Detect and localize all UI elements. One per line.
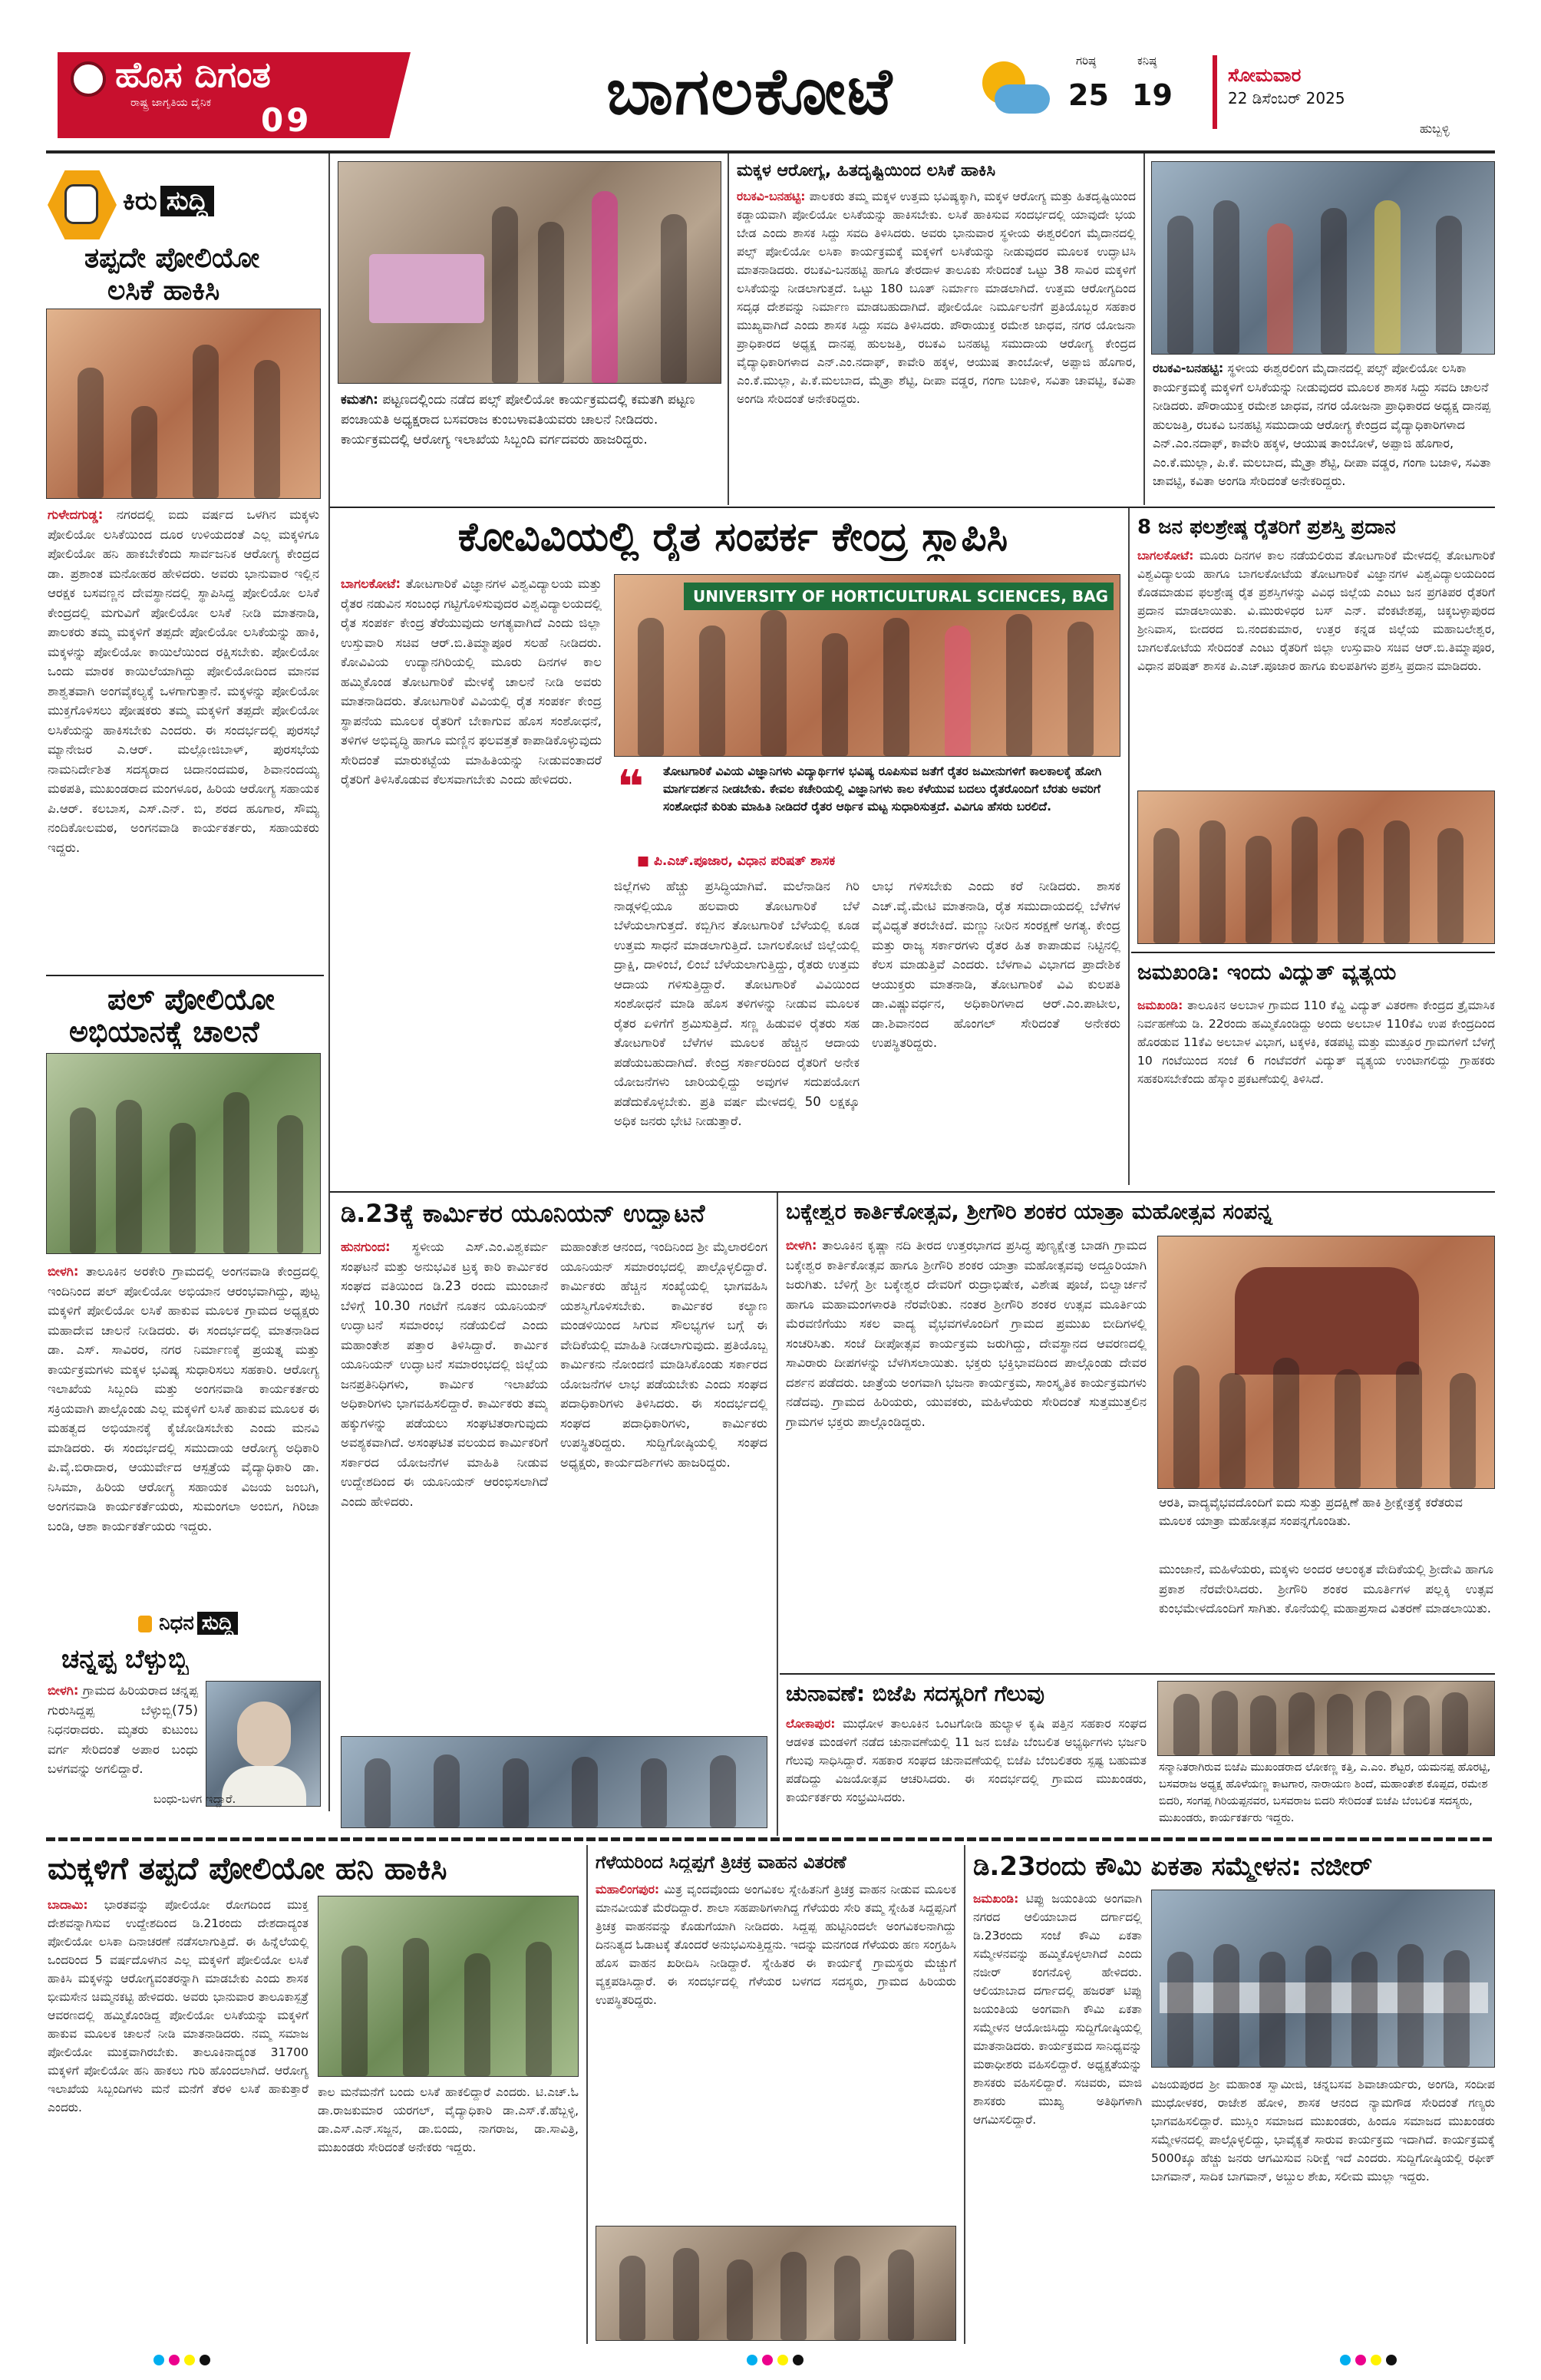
quote-mark-icon: ❝	[617, 761, 645, 814]
jamakhandi-body	[1137, 996, 1495, 1185]
kiru-dateline: ಗುಳೇದಗುಡ್ಡ:	[48, 507, 104, 522]
rabakavi-caption-text: ಸ್ಥಳೀಯ ಈಶ್ವರಲಿಂಗ ಮೈದಾನದಲ್ಲಿ ಪಲ್ಸ್ ಪೋಲಿಯೋ ಲಸಿಕಾ ಕಾರ್ಯಕ್ರಮಕ್ಕೆ ಮಕ್ಕಳಿಗೆ ಲಸಿಕೆಯನ್ನು ನೀಡುವುದರ ಮೂಲಕ ಶಾಸಕ ಸಿದ್ದು ಸವದಿ ಚಾಲನೆ ನೀಡಿದರು. ಪೌರಾಯುಕ್ತ ರಮೇಶ ಜಾಧವ, ನಗರ ಯೋಜನಾ ಪ್ರಾಧಿಕಾರದ ಅಧ್ಯಕ್ಷ ದಾನಪ್ಪ ಹುಲಜತ್ತಿ, ರಬಕವಿ ಬನಹಟ್ಟಿ ಸಮುದಾಯ ಆರೋಗ್ಯ ಕೇಂದ್ರದ ವೈದ್ಯಾಧಿಕಾರಿಗಳಾದ ಎನ್.ಎಂ.ನದಾಫ್, ಕಾವೇರಿ ಹಕ್ಕಳ, ಆಯುಷ ತಾಂಬೋಳೆ, ಅಪ್ಪಾಜಿ ಹೊಗಾರ, ಎಂ.ಕೆ.ಮುಲ್ಲಾ, ಪಿ.ಕೆ. ಮಲಬಾದ, ಮೈತ್ರಾ ಶೆಟ್ಟಿ, ದೀಪಾ ವಡ್ಡರ, ಗಂಗಾ ಬಜಾಳಿ, ಸವಿತಾ ಚಾವಟ್ಟಿ, ಕವಿತಾ ಅಂಗಡಿ ಸೇರಿದಂತೆ ಅನೇಕರಿದ್ದರು.	[1153, 361, 1491, 488]
geleyarinda-photo	[596, 2226, 956, 2341]
kovivi-quote	[614, 760, 1120, 852]
bakkeshwara-dateline: ಬೀಳಗಿ:	[786, 1238, 817, 1253]
kamatagi-caption-text: ಪಟ್ಟಣದಲ್ಲಿಂದು ನಡೆದ ಪಲ್ಸ್ ಪೋಲಿಯೋ ಕಾರ್ಯಕ್ರಮದಲ್ಲಿ ಕಮತಗಿ ಪಟ್ಟಣ ಪಂಚಾಯತಿ ಅಧ್ಯಕ್ಷರಾದ ಬಸವರಾಜ ಕುಂಬಳಾವತಿಯವರು ಚಾಲನೆ ನೀಡಿದರು. ಕಾರ್ಯಕ್ರಮದಲ್ಲಿ ಆರೋಗ್ಯ ಇಲಾಖೆಯ ಸಿಬ್ಬಂದಿ ವರ್ಗದವರು ಹಾಜರಿದ್ದರು.	[341, 392, 695, 447]
kiru-text: ನಗರದಲ್ಲಿ ಐದು ವರ್ಷದ ಒಳಗಿನ ಮಕ್ಕಳು ಪೋಲಿಯೋ ಲಸಿಕೆಯಿಂದ ದೂರ ಉಳಿಯದಂತೆ ಎಲ್ಲ ಮಕ್ಕಳಿಗೂ ಪೋಲಿಯೋ ಹನಿ ಹಾಕಬೇಕೆಂದು ಸಾರ್ವಜನಿಕ ಆರೋಗ್ಯ ಕೇಂದ್ರದ ಡಾ. ಪ್ರಶಾಂತ ಮನೋಹರ ಹೇಳಿದರು. ಅವರು ಭಾನುವಾರ ಇಲ್ಲಿನ ಆರಕ್ಷಕ ಬಸವಣ್ಣನ ದೇವಸ್ಥಾನದಲ್ಲಿ ಸ್ಥಾಪಿಸಿದ್ದ ಪೋಲಿಯೋ ಲಸಿಕೆ ಕೇಂದ್ರದಲ್ಲಿ ಮಗುವಿಗೆ ಪೋಲಿಯೋ ಲಸಿಕೆ ನೀಡಿ ಮಾತನಾಡಿ, ಪಾಲಕರು ತಮ್ಮ ಮಕ್ಕಳಿಗೆ ತಪ್ಪದೇ ಪೋಲಿಯೋ ಲಸಿಕೆಯನ್ನು ಹಾಕಿ, ಮಕ್ಕಳನ್ನು ಪೋಲಿಯೋ ಕಾಯಿಲೆಯಿಂದ ರಕ್ಷಿಸಬೇಕು. ಪೋಲಿಯೋ ಒಂದು ಮಾರಕ ಕಾಯಿಲೆಯಾಗಿದ್ದು ಪೋಲಿಯೋದಿಂದ ಮಾನವ ಶಾಶ್ವತವಾಗಿ ಅಂಗವೈಕಲ್ಯಕ್ಕೆ ಒಳಗಾಗುತ್ತಾನೆ. ಮಕ್ಕಳನ್ನು ಪೋಲಿಯೋ ಮುಕ್ತಗೊಳಿಸಲು ಪೋಷಕರು ತಮ್ಮ ಮಕ್ಕಳಿಗೆ ತಪ್ಪದೇ ಪೋಲಿಯೋ ಲಸಿಕೆಯನ್ನು ಹಾಕಿಸಬೇಕು ಎಂದರು. ಈ ಸಂದರ್ಭದಲ್ಲಿ ಪುರಸಭೆ ಮ್ಯಾನೇಜರ ಎ.ಆರ್. ಮಲ್ಲೋಜಿಬಾಳ್, ಪುರಸಭೆಯ ನಾಮನಿರ್ದೇಶಿತ ಸದಸ್ಯರಾದ ಚಿದಾನಂದಮಠ, ಶಿವಾನಂದಯ್ಯ ಮಠಪತಿ, ಮುಖಂಡರಾದ ಮಂಗಳೂರ, ಹಿರಿಯ ಆರೋಗ್ಯ ಸಹಾಯಕ ಪಿ.ಆರ್. ಕಲಬಾಸ, ಎಸ್.ಎನ್. ಬಿ, ಶರದ ಹೂಗಾರ, ಸೌಮ್ಯ ನಂದಿಕೋಲಮಠ, ಅಂಗನವಾಡಿ ಕಾರ್ಯಕರ್ತರು, ಸಹಾಯಕರು ಇದ್ದರು.	[48, 507, 319, 855]
page-number: 09	[261, 101, 312, 139]
pulse-dateline: ಬೀಳಗಿ:	[48, 1264, 79, 1279]
geleyarinda-body	[596, 1880, 956, 2221]
masthead-rule	[46, 150, 1495, 153]
registration-marks	[153, 2355, 1397, 2368]
pulse-text: ತಾಲೂಕಿನ ಅರಕೇರಿ ಗ್ರಾಮದಲ್ಲಿ ಅಂಗನವಾಡಿ ಕೇಂದ್ರದಲ್ಲಿ ಇಂದಿನಿಂದ ಪಲ್ ಪೋಲಿಯೋ ಅಭಿಯಾನ ಆರಂಭವಾಗಿದ್ದು, ಪುಟ್ಟ ಮಕ್ಕಳಿಗೆ ಪೋಲಿಯೋ ಲಸಿಕೆ ಹಾಕುವ ಮೂಲಕ ಗ್ರಾಮದ ಅಧ್ಯಕ್ಷರು ಮಹಾದೇವ ಚಾಲನೆ ನೀಡಿದರು. ಈ ಸಂದರ್ಭದಲ್ಲಿ ಮಾತನಾಡಿದ ಡಾ. ಎಸ್. ಸಾವಿರರ, ನಗರ ನಿರ್ಮಾಣಕ್ಕೆ ಪ್ರಯತ್ನ ಮತ್ತು ಕಾರ್ಯಕ್ರಮಗಳು ಮಕ್ಕಳ ಭವಿಷ್ಯ ಸುಧಾರಿಸಲು ಸಹಕಾರಿ. ಆರೋಗ್ಯ ಇಲಾಖೆಯ ಸಿಬ್ಬಂದಿ ಮತ್ತು ಅಂಗನವಾಡಿ ಕಾರ್ಯಕರ್ತರು ಸಕ್ರಿಯವಾಗಿ ಪಾಲ್ಗೊಂಡು ಎಲ್ಲ ಮಕ್ಕಳಿಗೆ ಲಸಿಕೆ ಹಾಕುವ ಮೂಲಕ ಈ ಮಹತ್ವದ ಅಭಿಯಾನಕ್ಕೆ ಕೈಜೋಡಿಸಬೇಕು ಎಂದು ಮನವಿ ಮಾಡಿದರು. ಈ ಸಂದರ್ಭದಲ್ಲಿ ಸಮುದಾಯ ಆರೋಗ್ಯ ಅಧಿಕಾರಿ ಪಿ.ವೈ.ಬಿರಾದಾರ, ಆಯುರ್ವೇದ ಆಸ್ಪತ್ರೆಯ ವೈದ್ಯಾಧಿಕಾರಿ ಡಾ. ನಿಸಿಮಾ, ಹಿರಿಯ ಆರೋಗ್ಯ ಸಹಾಯಕ ವಿಜಯ ಜಂಬಗಿ, ಅಂಗನವಾಡಿ ಕಾರ್ಯಕರ್ತೆಯರು, ಸುಮಂಗಲಾ ಅಂಬಿಗ, ಗಿರಿಜಾ ಬಂಡಿ, ಆಶಾ ಕಾರ್ಯಕರ್ತೆಯರು ಇದ್ದರು.	[48, 1264, 319, 1533]
makkala-text: ಪಾಲಕರು ತಮ್ಮ ಮಕ್ಕಳ ಉತ್ತಮ ಭವಿಷ್ಯಕ್ಕಾಗಿ, ಮಕ್ಕಳ ಆರೋಗ್ಯ ಮತ್ತು ಹಿತದೃಷ್ಟಿಯಿಂದ ಕಡ್ಡಾಯವಾಗಿ ಪೋಲಿಯೋ ಲಸಿಕೆಯನ್ನು ಹಾಕಿಸಬೇಕು. ಲಸಿಕೆ ಹಾಕಿಸುವ ಸಂದರ್ಭದಲ್ಲಿ ಯಾವುದೇ ಭಯ ಬೇಡ ಎಂದು ಶಾಸಕ ಸಿದ್ದು ಸವದಿ ತಿಳಿಸಿದರು. ಅವರು ಭಾನುವಾರ ಸ್ಥಳೀಯ ಈಶ್ವರಲಿಂಗ ಮೈದಾನದಲ್ಲಿ ಪಲ್ಸ್ ಪೋಲಿಯೋ ಲಸಿಕಾ ಕಾರ್ಯಕ್ರಮಕ್ಕೆ ಮಕ್ಕಳಿಗೆ ಲಸಿಕೆಯನ್ನು ನೀಡುವುದರ ಮೂಲಕ ಉದ್ಘಾಟಿಸಿ ಮಾತನಾಡಿದರು. ರಬಕವಿ-ಬನಹಟ್ಟಿ ಹಾಗೂ ತೇರದಾಳ ತಾಲೂಕು ಸೇರಿದಂತೆ ಒಟ್ಟು 38 ಸಾವಿರ ಮಕ್ಕಳಿಗೆ ಲಸಿಕೆಯನ್ನು ನೀಡಲಾಗುತ್ತದೆ. ಒಟ್ಟು 180 ಬೂತ್ ನಿರ್ಮಾಣ ಮಾಡಲಾಗಿದೆ. ಉತ್ತಮ ಆರೋಗ್ಯದಿಂದ ಸದೃಢ ದೇಶವನ್ನು ನಿರ್ಮಾಣ ಮಾಡಬಹುದಾಗಿದೆ. ಪೋಲಿಯೋ ನಿರ್ಮೂಲನೆಗೆ ಪ್ರತಿಯೊಬ್ಬರ ಸಹಕಾರ ಮುಖ್ಯವಾಗಿದೆ ಎಂದು ಶಾಸಕ ಸಿದ್ದು ಸವದಿ ತಿಳಿಸಿದರು. ಪೌರಾಯುಕ್ತ ರಮೇಶ ಜಾಧವ, ನಗರ ಯೋಜನಾ ಪ್ರಾಧಿಕಾರದ ಅಧ್ಯಕ್ಷ ದಾನಪ್ಪ ಹುಲಜತ್ತಿ, ರಬಕವಿ ಬನಹಟ್ಟಿ ಸಮುದಾಯ ಆರೋಗ್ಯ ಕೇಂದ್ರದ ವೈದ್ಯಾಧಿಕಾರಿಗಳಾದ ಎನ್.ಎಂ.ನದಾಫ್, ಕಾವೇರಿ ಹಕ್ಕಳ, ಆಯುಷ ತಾಂಬೋಳೆ, ಅಪ್ಪಾಜಿ ಹೊಗಾರ, ಎಂ.ಕೆ.ಮುಲ್ಲಾ, ಪಿ.ಕೆ.ಮಲಬಾದ, ಮೈತ್ರಾ ಶೆಟ್ಟಿ, ದೀಪಾ ವಡ್ಡರ, ಗಂಗಾ ಬಜಾಳಿ, ಸವಿತಾ ಚಾವಟ್ಟಿ, ಕವಿತಾ ಅಂಗಡಿ ಸೇರಿದಂತೆ ಅನೇಕರಿದ್ದರು.	[737, 190, 1136, 406]
makkalige-body2: ಕಾಲ ಮನೆಮನೆಗೆ ಬಂದು ಲಸಿಕೆ ಹಾಕಲಿದ್ದಾರೆ ಎಂದರು. ಟಿ.ಎಚ್.ಓ ಡಾ.ರಾಜಕುಮಾರ ಯರಗಲ್, ವೈದ್ಯಾಧಿಕಾರಿ ಡಾ.ಎಸ್.ಕೆ.ಹೆಬ್ಬಳ್ಳಿ, ಡಾ.ಎಸ್.ಎನ್.ಸಜ್ಜನ, ಡಾ.ಬಿಂದು, ನಾಗರಾಜ, ಡಾ.ಸಾವಿತ್ರಿ, ಮುಖಂಡರು ಸೇರಿದಂತೆ ಅನೇಕರು ಇದ್ದರು.	[318, 2085, 579, 2154]
bakkeshwara-body	[786, 1236, 1147, 1665]
jamakhandi-headline: ಜಮಖಂಡಿ: ಇಂದು ವಿದ್ಯುತ್ ವ್ಯತ್ಯಯ	[1137, 959, 1397, 985]
date: 22 ಡಿಸೆಂಬರ್ 2025	[1228, 89, 1345, 107]
jamakhandi-text: ತಾಲೂಕಿನ ಅಲಬಾಳ ಗ್ರಾಮದ 110 ಕೆವ್ಹಿ ವಿದ್ಯುತ್ ವಿತರಣಾ ಕೇಂದ್ರದ ತ್ರೈಮಾಸಿಕ ನಿರ್ವಹಣೆಯ ಡಿ. 22ರಂದು ಹಮ್ಮಿಕೊಂಡಿದ್ದು ಅಂದು ಅಲಬಾಳ 110ಕೆವಿ ಉಪ ಕೇಂದ್ರದಿಂದ ಹೊರಡುವ 11ಕೆವಿ ಅಲಬಾಳ ವಿಭಾಗ, ಟಕ್ಕಳಕಿ, ಕಡಪಟ್ಟಿ ಮತ್ತು ಮುತ್ತೂರ ಗ್ರಾಮಗಳಿಗೆ ಬೆಳಗ್ಗೆ 10 ಗಂಟೆಯಿಂದ ಸಂಜೆ 6 ಗಂಟೆವರೆಗೆ ವಿದ್ಯುತ್ ವ್ಯತ್ಯಯ ಉಂಟಾಗಲಿದ್ದು ಗ್ರಾಹಕರು ಸಹಕರಿಸಬೇಕೆಂದು ಹೆಸ್ಕಾಂ ಪ್ರಕಟಣೆಯಲ್ಲಿ ತಿಳಿಸಿದೆ.	[1137, 999, 1495, 1086]
kovivi-quote-text: ತೋಟಗಾರಿಕೆ ವಿವಿಯ ವಿಜ್ಞಾನಿಗಳು ವಿದ್ಯಾರ್ಥಿಗಳ ಭವಿಷ್ಯ ರೂಪಿಸುವ ಜತೆಗೆ ರೈತರ ಜಮೀನುಗಳಿಗೆ ಕಾಲಕಾಲಕ್ಕೆ ಹೋಗಿ ಮಾರ್ಗದರ್ಶನ ನೀಡಬೇಕು. ಕೇವಲ ಕಚೇರಿಯಲ್ಲಿ ವಿಜ್ಞಾನಿಗಳು ಕಾಲ ಕಳೆಯುವ ಬದಲು ರೈತರೊಂದಿಗೆ ಬೆರತು ಅವರಿಗೆ ಸಂಶೋಧನೆ ಕುರಿತು ಮಾಹಿತಿ ನೀಡಿದರೆ ರೈತರ ಆರ್ಥಿಕ ಮಟ್ಟ ಸುಧಾರಿಸುತ್ತದೆ. ವಿವಿಗೂ ಹೆಸರು ಬರಲಿದೆ.	[663, 764, 1102, 814]
koumi-col2: ವಿಜಯಪುರದ ಶ್ರೀ ಮಹಾಂತ ಸ್ವಾಮೀಜಿ, ಚನ್ನಬಸವ ಶಿವಾಚಾರ್ಯರು, ಅಂಗಡಿ, ಸಂದೀಪ ಮುಧೋಳಕರ, ರಾಜೇಶ ಹೋಳಿ, ಶಾಸಕ ಆನಂದ ನ್ಯಾಮಗೌಡ ಸೇರಿದಂತೆ ಗಣ್ಯರು ಭಾಗವಹಿಸಲಿದ್ದಾರೆ. ಮುಸ್ಲಿಂ ಸಮಾಜದ ಮುಖಂಡರು, ಹಿಂದೂ ಸಮಾಜದ ಮುಖಂಡರು ಸಮ್ಮೇಳನದಲ್ಲಿ ಪಾಲ್ಗೊಳ್ಳಲಿದ್ದು, ಭಾವೈಕ್ಯತೆ ಸಾರುವ ಕಾರ್ಯಕ್ರಮ ಇದಾಗಿದೆ. ಕಾರ್ಯಕ್ರಮಕ್ಕೆ 5000ಕ್ಕೂ ಹೆಚ್ಚು ಜನರು ಆಗಮಿಸುವ ನಿರೀಕ್ಷೆ ಇದೆ ಎಂದರು. ಸುದ್ದಿಗೋಷ್ಠಿಯಲ್ಲಿ ರಫೀಕ್ ಬಾಗವಾನ್, ಸಾದಿಕ ಬಾಗವಾನ್, ಅಬ್ದುಲ ಶೇಖ, ಸಲೀಮ ಮುಲ್ಲಾ ಇದ್ದರು.	[1151, 2078, 1495, 2184]
nidhana-label-word: ನಿಧನ	[159, 1612, 194, 1635]
koumi-headline: ಡಿ.23ರಂದು ಕೌಮಿ ಏಕತಾ ಸಮ್ಮೇಳನ: ನಜೀರ್	[973, 1851, 1373, 1882]
chunavane-text: ಮುಧೋಳ ತಾಲೂಕಿನ ಒಂಟಗೋಡಿ ಹುಲ್ಯಾಳ ಕೃಷಿ ಪತ್ತಿನ ಸಹಕಾರ ಸಂಘದ ಆಡಳಿತ ಮಂಡಳಿಗೆ ನಡೆದ ಚುನಾವಣೆಯಲ್ಲಿ 11 ಜನ ಬಿಜೆಪಿ ಬೆಂಬಲಿತ ಅಭ್ಯರ್ಥಿಗಳು ಭರ್ಜರಿ ಗೆಲುವು ಸಾಧಿಸಿದ್ದಾರೆ. ಸಹಕಾರ ಸಂಘದ ಚುನಾವಣೆಯಲ್ಲಿ ಬಿಜೆಪಿ ಬೆಂಬಲಿತರು ಸ್ಪಷ್ಟ ಬಹುಮತ ಪಡೆದಿದ್ದು ವಿಜಯೋತ್ಸವ ಆಚರಿಸಿದರು. ಈ ಸಂದರ್ಭದಲ್ಲಿ ಗ್ರಾಮದ ಮುಖಂಡರು, ಕಾರ್ಯಕರ್ತರು ಸಂಭ್ರಮಿಸಿದರು.	[786, 1717, 1147, 1804]
phala-body	[1137, 546, 1495, 784]
kiru-label-word: ಕಿರು	[123, 186, 157, 216]
chunavane-photo	[1157, 1681, 1495, 1756]
phala-photo	[1137, 791, 1495, 944]
pulse-headline-1: ಪಲ್ ಪೋಲಿಯೋ	[107, 982, 275, 1016]
phala-headline: 8 ಜನ ಫಲಶ್ರೇಷ್ಠ ರೈತರಿಗೆ ಪ್ರಶಸ್ತಿ ಪ್ರದಾನ	[1137, 516, 1396, 539]
nidhana-label	[138, 1612, 238, 1636]
phala-text: ಮೂರು ದಿನಗಳ ಕಾಲ ನಡೆಯಲಿರುವ ತೋಟಗಾರಿಕೆ ಮೇಳದಲ್ಲಿ ತೋಟಗಾರಿಕೆ ವಿಶ್ವವಿದ್ಯಾಲಯ ಹಾಗೂ ಬಾಗಲಕೋಟೆಯ ತೋಟಗಾರಿಕೆ ವಿಜ್ಞಾನಗಳ ವಿಶ್ವವಿದ್ಯಾಲಯದಿಂದ ಕೊಡಮಾಡುವ ಫಲಶ್ರೇಷ್ಠ ರೈತ ಪ್ರಶಸ್ತಿಗಳನ್ನು ವಿವಿಧ ಜಿಲ್ಲೆಯ ಎಂಟು ಜನ ಪ್ರಗತಿಪರ ರೈತರಿಗೆ ಪ್ರದಾನ ಮಾಡಲಾಯಿತು. ವಿ.ಮುರುಳಿಧರ ಬಸ್ ಎನ್. ವೆಂಕಟೇಶಪ್ಪ, ಚಿಕ್ಕಬಳ್ಳಾಪುರದ ಶ್ರೀನಿವಾಸ, ಬೀದರದ ಬಿ.ನಂದಕುಮಾರ, ಉತ್ತರ ಕನ್ನಡ ಜಿಲ್ಲೆಯ ಮಹಾಬಲೇಶ್ವರ, ಬಾಗಲಕೋಟೆಯ ಸೇರಿದಂತೆ ಎಂಟು ರೈತರಿಗೆ ಜಿಲ್ಲಾ ಉಸ್ತುವಾರಿ ಸಚಿವ ಆರ್.ಬಿ.ತಿಮ್ಮಾಪೂರ, ವಿಧಾನ ಪರಿಷತ್ ಶಾಸಕ ಪಿ.ಎಚ್.ಪೂಜಾರ ಹಾಗೂ ಕುಲಪತಿಗಳು ಪ್ರಶಸ್ತಿ ಪ್ರದಾನ ಮಾಡಿದರು.	[1137, 549, 1495, 673]
city: ಹುಬ್ಬಳ್ಳಿ	[1420, 121, 1450, 136]
kiru-headline-1: ತಪ್ಪದೇ ಪೋಲಿಯೋ	[84, 243, 260, 274]
brand-logo-icon	[71, 61, 106, 97]
jamakhandi-dateline: ಜಮಖಂಡಿ:	[1137, 999, 1183, 1012]
makkalige-dateline: ಬಾದಾಮಿ:	[48, 1898, 88, 1912]
makkalige-text: ಭಾರತವನ್ನು ಪೋಲಿಯೋ ರೋಗದಿಂದ ಮುಕ್ತ ದೇಶವನ್ನಾಗಿಸುವ ಉದ್ದೇಶದಿಂದ ಡಿ.21ರಂದು ದೇಶದಾದ್ಯಂತ ಪೋಲಿಯೋ ಲಸಿಕಾ ದಿನಾಚರಣೆ ನಡೆಸಲಾಗುತ್ತಿದೆ. ಈ ಹಿನ್ನೆಲೆಯಲ್ಲಿ ಒಂದರಿಂದ 5 ವರ್ಷದೊಳಗಿನ ಎಲ್ಲ ಮಕ್ಕಳಿಗೆ ಪೋಲಿಯೋ ಲಸಿಕೆ ಹಾಕಿಸಿ ಮಕ್ಕಳನ್ನು ಆರೋಗ್ಯವಂತರನ್ನಾಗಿ ಮಾಡಬೇಕು ಎಂದು ಶಾಸಕ ಭೀಮಸೇನ ಚಿಮ್ಮನಕಟ್ಟಿ ಹೇಳಿದರು. ಅವರು ಭಾನುವಾರ ತಾಲೂಕಾಸ್ಪತ್ರೆ ಆವರಣದಲ್ಲಿ ಹಮ್ಮಿಕೊಂಡಿದ್ದ ಪೋಲಿಯೋ ಲಸಿಕೆಯನ್ನು ಮಕ್ಕಳಿಗೆ ಹಾಕುವ ಮೂಲಕ ಚಾಲನೆ ನೀಡಿ ಮಾತನಾಡಿದರು. ನಮ್ಮ ಸಮಾಜ ಪೋಲಿಯೋ ಮುಕ್ತವಾಗಿರಬೇಕು. ತಾಲೂಕಿನಾದ್ಯಂತ 31700 ಮಕ್ಕಳಿಗೆ ಪೋಲಿಯೋ ಹನಿ ಹಾಕಲು ಗುರಿ ಹೊಂದಲಾಗಿದೆ. ಆರೋಗ್ಯ ಇಲಾಖೆಯ ಸಿಬ್ಬಂದಿಗಳು ಮನೆ ಮನೆಗೆ ತೆರಳಿ ಲಸಿಕೆ ಹಾಕುತ್ತಾರೆ ಎಂದರು.	[48, 1898, 309, 2114]
geleyarinda-headline: ಗೆಳೆಯರಿಂದ ಸಿದ್ದಪ್ಪಗೆ ತ್ರಿಚಕ್ರ ವಾಹನ ವಿತರಣೆ	[596, 1853, 846, 1873]
chunavane-body	[786, 1715, 1147, 1830]
bakkeshwara-body2: ಮುಂಜಾನೆ, ಮಹಿಳೆಯರು, ಮಕ್ಕಳು ಅಂದರ ಆಲಂಕೃತ ವೇದಿಕೆಯಲ್ಲಿ ಶ್ರೀದೇವಿ ಹಾಗೂ ಪ್ರಕಾಶ ನೆರವೇರಿಸಿದರು. ಶ್ರೀಗೌರಿ ಶಂಕರ ಮೂರ್ತಿಗಳ ಪಲ್ಲಕ್ಕಿ ಉತ್ಸವ ಕುಂಭಮೇಳದೊಂದಿಗೆ ಸಾಗಿತು. ಕೊನೆಯಲ್ಲಿ ಮಹಾಪ್ರಸಾದ ವಿತರಣೆ ಮಾಡಲಾಯಿತು.	[1159, 1562, 1493, 1616]
kiru-label-word2: ಸುದ್ದಿ	[160, 186, 214, 216]
nidhana-footer: ಬಂಧು-ಬಳಗ ಇದ್ದಾರೆ.	[153, 1792, 236, 1806]
bakkeshwara-photo	[1157, 1236, 1495, 1489]
brand-tagline: ರಾಷ್ಟ್ರ ಜಾಗೃತಿಯ ದೈನಿಕ	[130, 97, 212, 109]
nidhana-body	[48, 1681, 198, 1788]
chunavane-rule	[780, 1673, 1495, 1675]
bakkeshwara-headline: ಬಕ್ಕೇಶ್ವರ ಕಾರ್ತಿಕೋತ್ಸವ, ಶ್ರೀಗೌರಿ ಶಂಕರ ಯಾತ್ರಾ ಮಹೋತ್ಸವ ಸಂಪನ್ನ	[786, 1199, 1272, 1224]
brand-name: ಹೊಸ ದಿಗಂತ	[115, 54, 271, 95]
kovivi-dateline: ಬಾಗಲಕೋಟೆ:	[341, 576, 401, 591]
masthead	[0, 0, 1541, 153]
nidhana-label-word2: ಸುದ್ದಿ	[197, 1612, 238, 1635]
geleyarinda-dateline: ಮಹಾಲಿಂಗಪುರ:	[596, 1883, 660, 1896]
karmika-dateline: ಹುನಗುಂದ:	[341, 1240, 391, 1254]
koumi-col1-text: ಟಿಪ್ಪು ಜಯಂತಿಯ ಅಂಗವಾಗಿ ನಗರದ ಆಲಿಯಾಬಾದ ದರ್ಗಾದಲ್ಲಿ ಡಿ.23ರಂದು ಸಂಜೆ ಕೌಮಿ ಏಕತಾ ಸಮ್ಮೇಳನವನ್ನು ಹಮ್ಮಿಕೊಳ್ಳಲಾಗಿದೆ ಎಂದು ನಜೀರ್ ಕಂಗನೊಳ್ಳಿ ಹೇಳಿದರು. ಆಲಿಯಾಬಾದ ದರ್ಗಾದಲ್ಲಿ ಹಜರತ್ ಟಿಪ್ಪು ಜಯಂತಿಯ ಅಂಗವಾಗಿ ಕೌಮಿ ಏಕತಾ ಸಮ್ಮೇಳನ ಆಯೋಜಿಸಿದ್ದು ಸುದ್ದಿಗೋಷ್ಠಿಯಲ್ಲಿ ಮಾತನಾಡಿದರು. ಕಾರ್ಯಕ್ರಮದ ಸಾನಿಧ್ಯವನ್ನು ಮಠಾಧೀಶರು ವಹಿಸಲಿದ್ದಾರೆ. ಅಧ್ಯಕ್ಷತೆಯನ್ನು ಶಾಸಕರು ವಹಿಸಲಿದ್ದಾರೆ. ಸಚಿವರು, ಮಾಜಿ ಶಾಸಕರು ಮುಖ್ಯ ಅತಿಥಿಗಳಾಗಿ ಆಗಮಿಸಲಿದ್ದಾರೆ.	[973, 1892, 1142, 2127]
bottom-rule-1	[586, 1845, 588, 2344]
koumi-dateline: ಜಮಖಂಡಿ:	[973, 1892, 1019, 1906]
min-temp-label: ಕನಿಷ್ಠ	[1137, 54, 1157, 68]
bakkeshwara-caption: ಆರತಿ, ವಾದ್ಯವೈಭವದೊಂದಿಗೆ ಐದು ಸುತ್ತು ಪ್ರದಕ್ಷಿಣೆ ಹಾಕಿ ಶ್ರೀಕ್ಷೇತ್ರಕ್ಕೆ ಕರೆತರುವ ಮೂಲಕ ಯಾತ್ರಾ ಮಹೋತ್ಸವ ಸಂಪನ್ನಗೊಂಡಿತು.	[1159, 1495, 1463, 1528]
jamakhandi-rule	[1131, 952, 1495, 953]
hand-icon	[64, 184, 98, 224]
makkalige-photo	[318, 1896, 579, 2077]
nidhana-candle-icon	[138, 1616, 152, 1632]
kamatagi-dateline: ಕಮತಗಿ:	[341, 392, 378, 408]
kovivi-col1	[341, 574, 602, 1185]
top-center-rule	[728, 153, 729, 505]
kiru-photo	[46, 309, 321, 499]
kovivi-headline: ಕೋವಿವಿಯಲ್ಲಿ ರೈತ ಸಂಪರ್ಕ ಕೇಂದ್ರ ಸ್ಥಾಪಿಸಿ	[457, 514, 1008, 560]
weather-cloud-icon	[995, 84, 1050, 114]
pulse-rule	[46, 975, 324, 976]
kamatagi-photo	[338, 161, 721, 384]
geleyarinda-text: ಮಿತ್ರ ವೃಂದವೊಂದು ಅಂಗವಿಕಲ ಸ್ನೇಹಿತನಿಗೆ ತ್ರಿಚಕ್ರ ವಾಹನ ನೀಡುವ ಮೂಲಕ ಮಾನವೀಯತೆ ಮೆರೆದಿದ್ದಾರೆ. ಶಾಲಾ ಸಹಪಾಠಿಗಳಾಗಿದ್ದ ಗೆಳೆಯರು ಸೇರಿ ತಮ್ಮ ಸ್ನೇಹಿತ ಸಿದ್ದಪ್ಪನಿಗೆ ತ್ರಿಚಕ್ರ ವಾಹನವನ್ನು ಕೊಡುಗೆಯಾಗಿ ನೀಡಿದರು. ಸಿದ್ದಪ್ಪ ಹುಟ್ಟಿನಿಂದಲೇ ಅಂಗವಿಕಲನಾಗಿದ್ದು ದಿನನಿತ್ಯದ ಓಡಾಟಕ್ಕೆ ತೊಂದರೆ ಅನುಭವಿಸುತ್ತಿದ್ದನು. ಇದನ್ನು ಮನಗಂಡ ಗೆಳೆಯರು ಹಣ ಸಂಗ್ರಹಿಸಿ ಹೊಸ ವಾಹನ ಖರೀದಿಸಿ ನೀಡಿದ್ದಾರೆ. ಸ್ನೇಹಿತರ ಈ ಕಾರ್ಯಕ್ಕೆ ಗ್ರಾಮಸ್ಥರು ಮೆಚ್ಚುಗೆ ವ್ಯಕ್ತಪಡಿಸಿದ್ದಾರೆ. ಈ ಸಂದರ್ಭದಲ್ಲಿ ಗೆಳೆಯರ ಬಳಗದ ಸದಸ್ಯರು, ಗ್ರಾಮದ ಹಿರಿಯರು ಉಪಸ್ಥಿತರಿದ್ದರು.	[596, 1883, 956, 2007]
day: ಸೋಮವಾರ	[1228, 64, 1302, 86]
kovivi-right-rule	[1128, 508, 1130, 1185]
rabakavi-dateline: ರಬಕವಿ-ಬನಹಟ್ಟಿ:	[1153, 361, 1224, 375]
koumi-col1	[973, 1890, 1142, 2341]
nidhana-dateline: ಬೀಳಗಿ:	[48, 1683, 79, 1698]
top-right-rule	[1143, 153, 1145, 505]
pulse-body	[48, 1262, 319, 1653]
kovivi-col4: ಲಾಭ ಗಳಿಸಬೇಕು ಎಂದು ಕರೆ ನೀಡಿದರು. ಶಾಸಕ ಎಚ್.ವೈ.ಮೇಟಿ ಮಾತನಾಡಿ, ರೈತ ಸಮುದಾಯದಲ್ಲಿ ಬೆಳೆಗಳ ವೈವಿಧ್ಯತೆ ತರಬೇಕಿದೆ. ಮಣ್ಣು ನೀರಿನ ಸಂರಕ್ಷಣೆ ಅಗತ್ಯ. ಕೇಂದ್ರ ಮತ್ತು ರಾಜ್ಯ ಸರ್ಕಾರಗಳು ರೈತರ ಹಿತ ಕಾಪಾಡುವ ನಿಟ್ಟಿನಲ್ಲಿ ಕೆಲಸ ಮಾಡುತ್ತಿವೆ ಎಂದರು. ಬೆಳಗಾವಿ ವಿಭಾಗದ ಪ್ರಾದೇಶಿಕ ಆಯುಕ್ತರು ಮಾತನಾಡಿ, ತೋಟಗಾರಿಕೆ ವಿವಿ ಕುಲಪತಿ ಡಾ.ವಿಷ್ಣುವರ್ಧನ, ಅಧಿಕಾರಿಗಳಾದ ಆರ್.ಎಂ.ಪಾಟೀಲ, ಡಾ.ಶಿವಾನಂದ ಹೊಂಗಲ್ ಸೇರಿದಂತೆ ಅನೇಕರು ಉಪಸ್ಥಿತರಿದ್ದರು.	[872, 879, 1120, 1050]
row1-rule	[330, 507, 1495, 508]
kovivi-quote-by: ■ ಪಿ.ಎಚ್.ಪೂಜಾರ, ವಿಧಾನ ಪರಿಷತ್ ಶಾಸಕ	[637, 853, 836, 869]
nidhana-text: ಗ್ರಾಮದ ಹಿರಿಯರಾದ ಚನ್ನಪ್ಪ ಗುರುಸಿದ್ದಪ್ಪ ಬೆಳ್ಳುಬ್ಬಿ(75) ನಿಧನರಾದರು. ಮೃತರು ಕುಟುಂಬ ವರ್ಗ ಸೇರಿದಂತೆ ಅಪಾರ ಬಂಧು ಬಳಗವನ್ನು ಅಗಲಿದ್ದಾರೆ.	[48, 1683, 198, 1776]
karmika-right-rule	[777, 1193, 778, 1836]
makkala-body	[737, 187, 1136, 510]
row3-rule	[46, 1837, 1495, 1841]
karmika-photo	[341, 1736, 767, 1828]
karmika-headline: ಡಿ.23ಕ್ಕೆ ಕಾರ್ಮಿಕರ ಯೂನಿಯನ್ ಉದ್ಘಾಟನೆ	[341, 1199, 705, 1228]
bakkeshwara-text: ತಾಲೂಕಿನ ಕೃಷ್ಣಾ ನದಿ ತೀರದ ಉತ್ತರಭಾಗದ ಪ್ರಸಿದ್ಧ ಪುಣ್ಯಕ್ಷೇತ್ರ ಬಾಡಗಿ ಗ್ರಾಮದ ಬಕ್ಕೇಶ್ವರ ಕಾರ್ತಿಕೋತ್ಸವ ಹಾಗೂ ಶ್ರೀಗೌರಿ ಶಂಕರ ಯಾತ್ರಾ ಮಹೋತ್ಸವವು ಅದ್ದೂರಿಯಾಗಿ ಜರುಗಿತು. ಬೆಳಿಗ್ಗೆ ಶ್ರೀ ಬಕ್ಕೇಶ್ವರ ದೇವರಿಗೆ ರುದ್ರಾಭಿಷೇಕ, ವಿಶೇಷ ಪೂಜೆ, ಬಿಲ್ವಾರ್ಚನೆ ಹಾಗೂ ಮಹಾಮಂಗಳಾರತಿ ನೆರವೇರಿತು. ನಂತರ ಶ್ರೀಗೌರಿ ಶಂಕರ ಉತ್ಸವ ಮೂರ್ತಿಯ ಮೆರವಣಿಗೆಯು ಸಕಲ ವಾದ್ಯ ವೈಭವಗಳೊಂದಿಗೆ ಗ್ರಾಮದ ಪ್ರಮುಖ ಬೀದಿಗಳಲ್ಲಿ ಸಂಚರಿಸಿತು. ಸಂಜೆ ದೀಪೋತ್ಸವ ಕಾರ್ಯಕ್ರಮ ಜರುಗಿದ್ದು, ದೇವಸ್ಥಾನದ ಆವರಣದಲ್ಲಿ ಸಾವಿರಾರು ದೀಪಗಳನ್ನು ಬೆಳಗಿಸಲಾಯಿತು. ಭಕ್ತರು ಭಕ್ತಿಭಾವದಿಂದ ಪಾಲ್ಗೊಂಡು ದೇವರ ದರ್ಶನ ಪಡೆದರು. ಜಾತ್ರೆಯ ಅಂಗವಾಗಿ ಭಜನಾ ಕಾರ್ಯಕ್ರಮ, ಸಾಂಸ್ಕೃತಿಕ ಕಾರ್ಯಕ್ರಮಗಳು ನಡೆದವು. ಗ್ರಾಮದ ಹಿರಿಯರು, ಯುವಕರು, ಮಹಿಳೆಯರು ಸೇರಿದಂತೆ ಸುತ್ತಮುತ್ತಲಿನ ಗ್ರಾಮಗಳ ಭಕ್ತರು ಪಾಲ್ಗೊಂಡಿದ್ದರು.	[786, 1238, 1147, 1429]
pulse-photo	[46, 1053, 321, 1254]
koumi-photo	[1151, 1890, 1495, 2068]
chunavane-caption: ಸನ್ಮಾನಿತರಾಗಿರುವ ಬಿಜೆಪಿ ಮುಖಂಡರಾದ ಲೋಕಣ್ಣ ಕತ್ತಿ, ಎ.ಎಂ. ಶೆಟ್ಟರ, ಯಮನಪ್ಪ ಹೊರಟ್ಟಿ, ಬಸವರಾಜ ಅಧ್ಯಕ್ಷ ಹೊಳೆಯಣ್ಣ ಕಾಟಗಾರ, ನಾರಾಯಣ ಶಿಂದೆ, ಮಹಾಂತೇಶ ಕೊಪ್ಪದ, ರಮೇಶ ಬಿದರಿ, ಸಂಗಪ್ಪ ಗಿರಿಯಪ್ಪನವರ, ಬಸವರಾಜ ಬಿದರಿ ಸೇರಿದಂತೆ ಬಿಜೆಪಿ ಬೆಂಬಲಿತ ಸದಸ್ಯರು, ಮುಖಂಡರು, ಕಾರ್ಯಕರ್ತರು ಇದ್ದರು.	[1159, 1761, 1491, 1824]
makkalige-headline: ಮಕ್ಕಳಿಗೆ ತಪ್ಪದೆ ಪೋಲಿಯೋ ಹನಿ ಹಾಕಿಸಿ	[48, 1851, 447, 1887]
chunavane-headline: ಚುನಾವಣೆ: ಬಿಜೆಪಿ ಸದಸ್ಯರಿಗೆ ಗೆಲುವು	[786, 1681, 1044, 1706]
kovivi-banner: UNIVERSITY OF HORTICULTURAL SCIENCES, BAG	[684, 583, 1114, 610]
kovivi-col3: ಜಿಲ್ಲೆಗಳು ಹೆಚ್ಚು ಪ್ರಸಿದ್ಧಿಯಾಗಿವೆ. ಮಲೆನಾಡಿನ ಗಿರಿ ನಾಡ್ಗಳಲ್ಲಿಯೂ ಹಲವಾರು ತೋಟಗಾರಿಕೆ ಬೆಳೆ ಬೆಳೆಯಲಾಗುತ್ತದೆ. ಕಬ್ಬಿಗಿನ ತೋಟಗಾರಿಕೆ ಬೆಳೆಯಲ್ಲಿ ಕೂಡ ಉತ್ತಮ ಸಾಧನೆ ಮಾಡಲಾಗುತ್ತಿದೆ. ಬಾಗಲಕೋಟೆ ಜಿಲ್ಲೆಯಲ್ಲಿ ದ್ರಾಕ್ಷಿ, ದಾಳಿಂಬೆ, ಲಿಂಬೆ ಬೆಳೆಯಲಾಗುತ್ತಿದ್ದು, ರೈತರು ಉತ್ತಮ ಆದಾಯ ಗಳಿಸುತ್ತಿದ್ದಾರೆ. ತೋಟಗಾರಿಕೆ ವಿವಿಯಿಂದ ಸಂಶೋಧನೆ ಮಾಡಿ ಹೊಸ ತಳಿಗಳನ್ನು ನೀಡುವ ಮೂಲಕ ರೈತರ ಏಳಿಗೆಗೆ ಶ್ರಮಿಸುತ್ತಿದೆ. ಸಣ್ಣ ಹಿಡುವಳಿ ರೈತರು ಸಹ ತೋಟಗಾರಿಕೆ ಬೆಳೆಗಳ ಮೂಲಕ ಹೆಚ್ಚಿನ ಆದಾಯ ಪಡೆಯಬಹುದಾಗಿದೆ. ಕೇಂದ್ರ ಸರ್ಕಾರದಿಂದ ರೈತರಿಗೆ ಅನೇಕ ಯೋಜನೆಗಳು ಜಾರಿಯಲ್ಲಿದ್ದು ಅವುಗಳ ಸದುಪಯೋಗ ಪಡೆದುಕೊಳ್ಳಬೇಕು. ಪ್ರತಿ ವರ್ಷ ಮೇಳದಲ್ಲಿ 50 ಲಕ್ಷಕ್ಕೂ ಅಧಿಕ ಜನರು ಭೇಟಿ ನೀಡುತ್ತಾರೆ.	[614, 879, 860, 1128]
rabakavi-photo	[1151, 161, 1495, 355]
left-col-rule	[328, 153, 330, 1811]
nidhana-name: ಚನ್ನಪ್ಪ ಬೆಳ್ಳುಬ್ಬಿ	[61, 1644, 189, 1675]
bottom-rule-2	[964, 1845, 965, 2344]
max-temp: 25	[1068, 78, 1109, 112]
nidhana-portrait	[206, 1681, 321, 1807]
rabakavi-caption	[1153, 359, 1493, 505]
makkalige-body	[48, 1896, 309, 2341]
karmika-col1	[341, 1237, 548, 1728]
karmika-col2: ಮಹಾಂತೇಶ ಆನಂದ, ಇಂದಿನಿಂದ ಶ್ರೀ ಮೈಲಾರಲಿಂಗ ಯೂನಿಯನ್ ಸಮಾರಂಭದಲ್ಲಿ ಪಾಲ್ಗೊಳ್ಳಲಿದ್ದಾರೆ. ಕಾರ್ಮಿಕರು ಹೆಚ್ಚಿನ ಸಂಖ್ಯೆಯಲ್ಲಿ ಭಾಗವಹಿಸಿ ಯಶಸ್ವಿಗೊಳಿಸಬೇಕು. ಕಾರ್ಮಿಕರ ಕಲ್ಯಾಣ ಮಂಡಳಿಯಿಂದ ಸಿಗುವ ಸೌಲಭ್ಯಗಳ ಬಗ್ಗೆ ಈ ವೇದಿಕೆಯಲ್ಲಿ ಮಾಹಿತಿ ನೀಡಲಾಗುವುದು. ಪ್ರತಿಯೊಬ್ಬ ಕಾರ್ಮಿಕನು ನೋಂದಣಿ ಮಾಡಿಸಿಕೊಂಡು ಸರ್ಕಾರದ ಯೋಜನೆಗಳ ಲಾಭ ಪಡೆಯಬೇಕು ಎಂದು ಸಂಘದ ಪದಾಧಿಕಾರಿಗಳು ತಿಳಿಸಿದರು. ಈ ಸಂದರ್ಭದಲ್ಲಿ ಸಂಘದ ಪದಾಧಿಕಾರಿಗಳು, ಕಾರ್ಮಿಕರು ಉಪಸ್ಥಿತರಿದ್ದರು. ಸುದ್ದಿಗೋಷ್ಠಿಯಲ್ಲಿ ಸಂಘದ ಅಧ್ಯಕ್ಷರು, ಕಾರ್ಯದರ್ಶಿಗಳು ಹಾಜರಿದ್ದರು.	[560, 1240, 767, 1470]
makkala-headline: ಮಕ್ಕಳ ಆರೋಗ್ಯ, ಹಿತದೃಷ್ಟಿಯಿಂದ ಲಸಿಕೆ ಹಾಕಿಸಿ	[737, 161, 996, 180]
phala-dateline: ಬಾಗಲಕೋಟೆ:	[1137, 549, 1194, 563]
masthead-divider	[1213, 55, 1217, 129]
kovivi-col1-text: ತೋಟಗಾರಿಕೆ ವಿಜ್ಞಾನಗಳ ವಿಶ್ವವಿದ್ಯಾಲಯ ಮತ್ತು ರೈತರ ನಡುವಿನ ಸಂಬಂಧ ಗಟ್ಟಿಗೊಳಿಸುವುದರ ವಿಶ್ವವಿದ್ಯಾಲಯದಲ್ಲಿ ರೈತ ಸಂಪರ್ಕ ಕೇಂದ್ರ ತೆರೆಯುವುದು ಅಗತ್ಯವಾಗಿದೆ ಎಂದು ಜಿಲ್ಲಾ ಉಸ್ತುವಾರಿ ಸಚಿವ ಆರ್.ಬಿ.ತಿಮ್ಮಾಪೂರ ಸಲಹೆ ನೀಡಿದರು. ಕೋವಿವಿಯ ಉದ್ಯಾನಗಿರಿಯಲ್ಲಿ ಮೂರು ದಿನಗಳ ಕಾಲ ಹಮ್ಮಿಕೊಂಡ ತೋಟಗಾರಿಕೆ ಮೇಳಕ್ಕೆ ಚಾಲನೆ ನೀಡಿ ಅವರು ಮಾತನಾಡಿದರು. ತೋಟಗಾರಿಕೆ ವಿವಿಯಲ್ಲಿ ರೈತ ಸಂಪರ್ಕ ಕೇಂದ್ರ ಸ್ಥಾಪನೆಯ ಮೂಲಕ ರೈತರಿಗೆ ಬೇಕಾಗುವ ಹೊಸ ಸಂಶೋಧನೆ, ತಳಿಗಳ ಅಭಿವೃದ್ಧಿ ಹಾಗೂ ಮಣ್ಣಿನ ಫಲವತ್ತತೆ ಕಾಪಾಡಿಕೊಳ್ಳುವುದು ಸೇರಿದಂತೆ ಮಾರುಕಟ್ಟೆಯ ಮಾಹಿತಿಯನ್ನು ನೀಡುವಂತಾದರೆ ರೈತರಿಗೆ ತಿಳಿಸಿಕೊಡುವ ಕೆಲಸವಾಗಬೇಕು ಎಂದು ಹೇಳಿದರು.	[341, 576, 602, 787]
kiru-label	[123, 186, 214, 216]
kiru-headline-2: ಲಸಿಕೆ ಹಾಕಿಸಿ	[107, 275, 220, 306]
edition-title: ಬಾಗಲಕೋಟೆ	[606, 54, 894, 129]
max-temp-label: ಗರಿಷ್ಠ	[1076, 54, 1097, 68]
chunavane-dateline: ಲೋಕಾಪುರ:	[786, 1717, 836, 1731]
row2-rule	[330, 1191, 1495, 1193]
makkala-dateline: ರಬಕವಿ-ಬನಹಟ್ಟಿ:	[737, 190, 806, 203]
kamatagi-caption	[341, 390, 720, 505]
karmika-col1-text: ಸ್ಥಳೀಯ ಎಸ್.ಎಂ.ವಿಶ್ವಕರ್ಮ ಸಂಘಟನೆ ಮತ್ತು ಅನುಭವಿಕ ಟ್ರಕ್ಕ ಕಾರಿ ಕಾರ್ಮಿಕರ ಸಂಘದ ವತಿಯಿಂದ ಡಿ.23 ರಂದು ಮುಂಜಾನೆ ಬೆಳಿಗ್ಗೆ 10.30 ಗಂಟೆಗೆ ನೂತನ ಯೂನಿಯನ್ ಉದ್ಘಾಟನೆ ಸಮಾರಂಭ ನಡೆಯಲಿದೆ ಎಂದು ಮಹಾಂತೇಶ ಪತ್ತಾರ ತಿಳಿಸಿದ್ದಾರೆ. ಕಾರ್ಮಿಕ ಯೂನಿಯನ್ ಉದ್ಘಾಟನೆ ಸಮಾರಂಭದಲ್ಲಿ ಜಿಲ್ಲೆಯ ಜನಪ್ರತಿನಿಧಿಗಳು, ಕಾರ್ಮಿಕ ಇಲಾಖೆಯ ಅಧಿಕಾರಿಗಳು ಭಾಗವಹಿಸಲಿದ್ದಾರೆ. ಕಾರ್ಮಿಕರು ತಮ್ಮ ಹಕ್ಕುಗಳನ್ನು ಪಡೆಯಲು ಸಂಘಟಿತರಾಗುವುದು ಅವಶ್ಯಕವಾಗಿದೆ. ಅಸಂಘಟಿತ ವಲಯದ ಕಾರ್ಮಿಕರಿಗೆ ಸರ್ಕಾರದ ಯೋಜನೆಗಳ ಮಾಹಿತಿ ನೀಡುವ ಉದ್ದೇಶದಿಂದ ಈ ಯೂನಿಯನ್ ಆರಂಭಿಸಲಾಗಿದೆ ಎಂದು ಹೇಳಿದರು.	[341, 1240, 548, 1509]
pulse-headline-2: ಅಭಿಯಾನಕ್ಕೆ ಚಾಲನೆ	[69, 1015, 259, 1048]
kovivi-photo	[614, 574, 1120, 757]
min-temp: 19	[1132, 78, 1173, 112]
